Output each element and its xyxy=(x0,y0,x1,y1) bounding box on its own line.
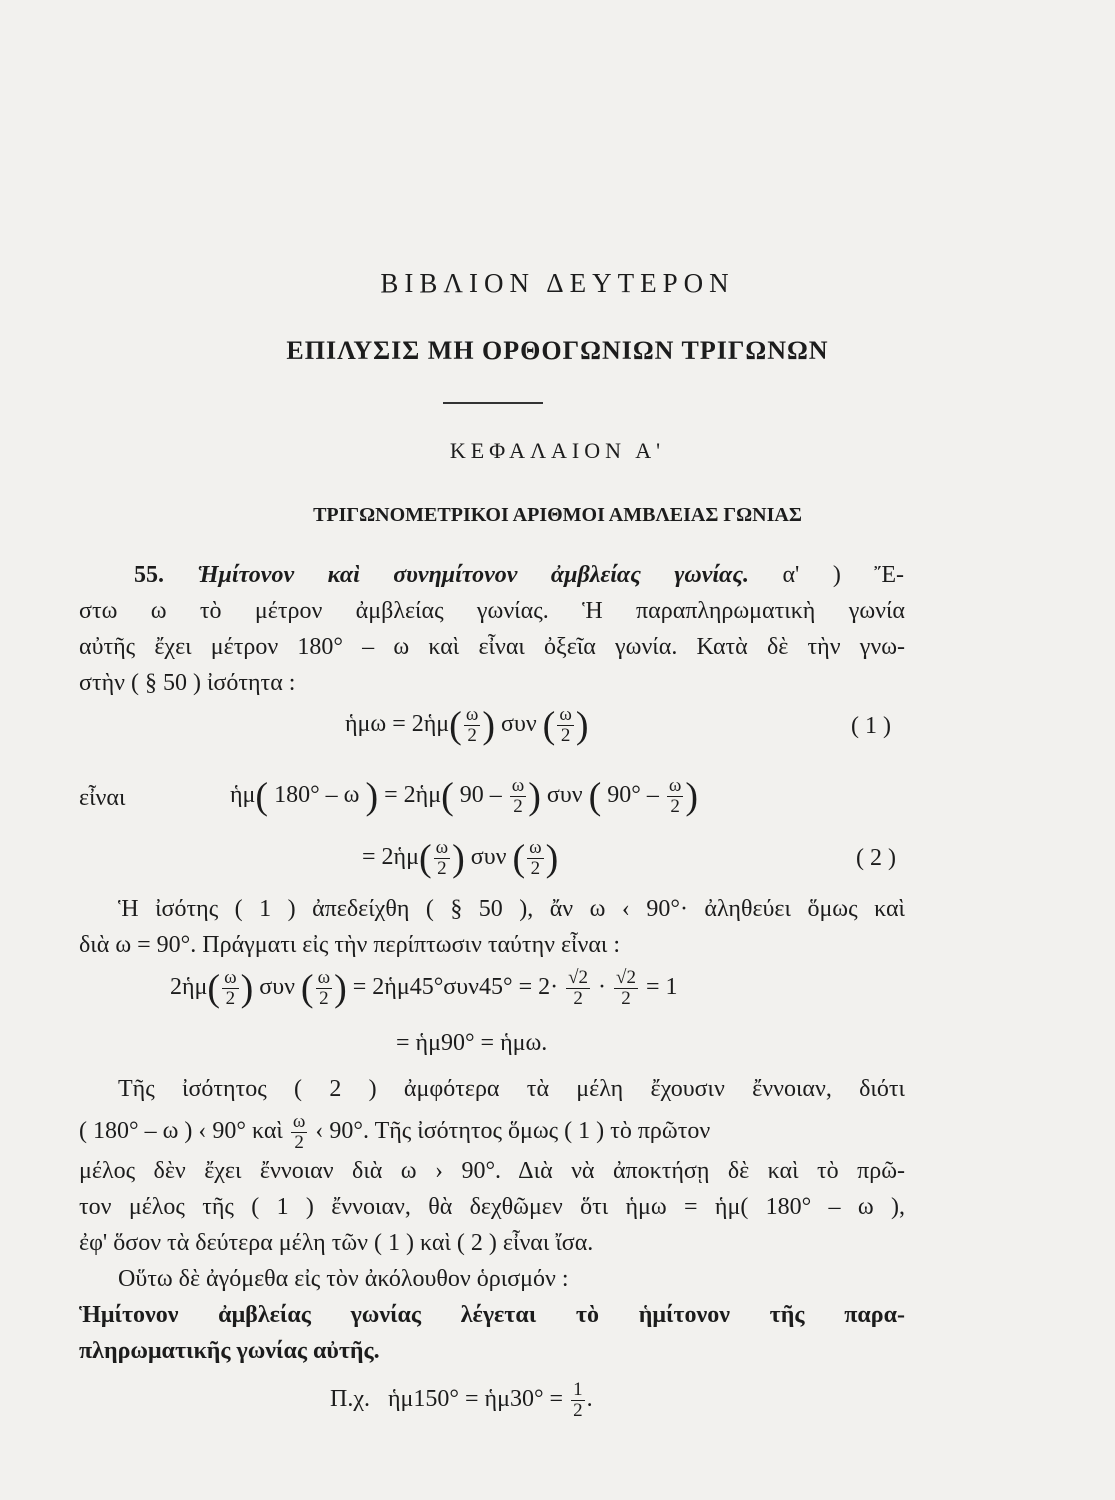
definition-line: πληρωματικῆς γωνίας αὐτῆς. xyxy=(79,1338,380,1364)
equation-2-label: ( 2 ) xyxy=(856,845,896,871)
paragraph-line: Οὕτω δὲ ἀγόμεθα εἰς τὸν ἀκόλουθον ὁρισμόν : xyxy=(118,1266,569,1292)
section-heading: Ἡμίτονον καὶ συνημίτονον ἀμβλείας γωνίας. xyxy=(197,562,750,588)
equation-3-line-1: 2ἡμ( $\frac{\omega}{2}$ ) συν ( $\frac{\omega}{2}$ ) = 2ἡμ45°συν45° = 2· $\frac{√2}{2}$ · $\frac{√2}{2}$ = 1 xyxy=(170,967,678,1010)
paragraph-line: Ἔ- xyxy=(874,562,905,588)
example-label: Π.χ. xyxy=(330,1386,370,1413)
part-title: ΕΠΙΛΥΣΙΣ ΜΗ ΟΡΘΟΓΩΝΙΩΝ ΤΡΙΓΩΝΩΝ xyxy=(286,336,829,365)
paragraph-line: Ἡ ἰσότης ( 1 ) ἀπεδείχθη ( § 50 ), ἄν ω ‹ 90°· ἀληθεύει ὅμως καὶ xyxy=(118,896,905,922)
einai-label: εἶναι xyxy=(79,785,126,811)
paragraph-fragment: Τῆς ἰσότητος ὅμως ( 1 ) τὸ πρῶτον xyxy=(374,1118,711,1145)
paragraph-line: τον μέλος τῆς ( 1 ) ἔννοιαν, θὰ δεχθῶμεν ὅτι ἡμω = ἡμ( 180° – ω ), xyxy=(79,1194,905,1220)
equation-2-line-1: ἡμ( 180° – ω ) = 2ἡμ( 90 – $\frac{\omega}{2}$ ) συν ( 90° – $\frac{\omega}{2}$ ) xyxy=(230,775,699,818)
paragraph-line: μέλος δὲν ἔχει ἔννοιαν διὰ ω › 90°. Διὰ νὰ ἀποκτήσῃ δὲ καὶ τὸ πρῶ- xyxy=(79,1158,905,1184)
paragraph-line: διὰ ω = 90°. Πράγματι εἰς τὴν περίπτωσιν ταύτην εἶναι : xyxy=(79,932,621,958)
paragraph-line: στὴν ( § 50 ) ἰσότητα : xyxy=(79,670,296,696)
section-label: α' ) xyxy=(782,562,841,588)
paragraph-line: αὐτῆς ἔχει μέτρον 180° – ω καὶ εἶναι ὀξεῖα γωνία. Κατὰ δὲ τὴν γνω- xyxy=(79,634,905,660)
equation-2-line-2: = 2ἡμ( $\frac{\omega}{2}$ ) συν ( $\frac{\omega}{2}$ ) xyxy=(362,837,559,880)
paragraph-line: ἐφ' ὅσον τὰ δεύτερα μέλη τῶν ( 1 ) καὶ ( 2 ) εἶναι ἴσα. xyxy=(79,1230,594,1256)
paragraph-inline-math: ( 180° – ω ) ‹ 90° καὶ $\frac{\omega}{2}$ ‹ 90°. Τῆς ἰσότητος ὅμως ( 1 ) τὸ πρῶτον xyxy=(79,1111,711,1153)
book-title: ΒΙΒΛΙΟΝ ΔΕΥΤΕΡΟΝ xyxy=(380,268,735,298)
section-number: 55. xyxy=(134,562,164,588)
paragraph-line: Τῆς ἰσότητος ( 2 ) ἀμφότερα τὰ μέλη ἔχουσιν ἔννοιαν, διότι xyxy=(118,1076,905,1102)
definition-line: Ἡμίτονον ἀμβλείας γωνίας λέγεται τὸ ἡμίτονον τῆς παρα- xyxy=(79,1302,905,1328)
equation-1: ἡμω = 2ἡμ( $\frac{\omega}{2}$ ) συν ( $\frac{\omega}{2}$ ) xyxy=(345,704,589,747)
chapter-subtitle: ΤΡΙΓΩΝΟΜΕΤΡΙΚΟΙ ΑΡΙΘΜΟΙ ΑΜΒΛΕΙΑΣ ΓΩΝΙΑΣ xyxy=(313,504,802,526)
section-heading-line xyxy=(134,560,904,590)
equation-3-line-2: = ἡμ90° = ἡμω. xyxy=(396,1030,548,1056)
chapter-title: ΚΕΦΑΛΑΙΟΝ Α' xyxy=(449,438,666,463)
paragraph-line: στω ω τὸ μέτρον ἀμβλείας γωνίας. Ἡ παραπληρωματικὴ γωνία xyxy=(79,598,905,624)
divider-rule xyxy=(443,402,543,404)
example-equation: Π.χ. ἡμ150° = ἡμ30° = $\frac{1}{2}$ . xyxy=(330,1379,593,1421)
equation-1-label: ( 1 ) xyxy=(851,713,891,739)
